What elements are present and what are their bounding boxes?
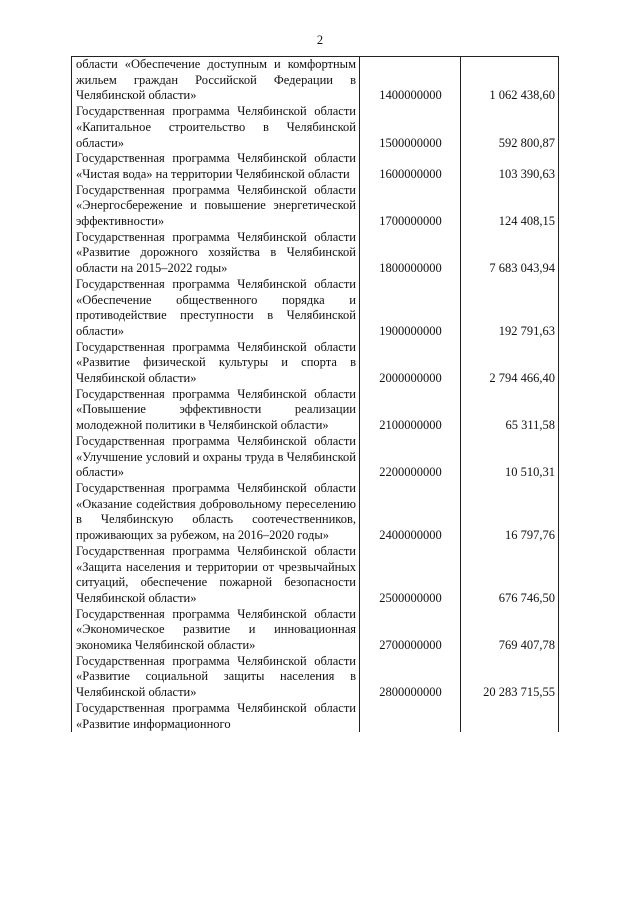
program-name-cell: Государственная программа Челябинской области «Развитие физической культуры и спорта в Челябинской области» (72, 340, 360, 387)
program-code-cell: 2400000000 (360, 481, 461, 544)
program-code-cell: 2100000000 (360, 387, 461, 434)
program-amount-cell: 124 408,15 (461, 183, 559, 230)
table-row (72, 104, 559, 151)
program-amount-cell: 10 510,31 (461, 434, 559, 481)
program-amount-cell: 103 390,63 (461, 151, 559, 182)
program-name-cell: Государственная программа Челябинской области «Оказание содействия добровольному переселению в Челябинскую область соотечественников, проживающих за рубежом, на 2016–2020 годы» (72, 481, 360, 544)
program-amount-cell (461, 701, 559, 732)
program-code-cell: 2000000000 (360, 340, 461, 387)
table-row (72, 654, 559, 701)
table-row (72, 57, 559, 105)
table-row (72, 387, 559, 434)
table-row (72, 340, 559, 387)
program-code-cell: 1900000000 (360, 277, 461, 340)
program-code-cell: 2800000000 (360, 654, 461, 701)
program-code-cell: 1700000000 (360, 183, 461, 230)
table-row (72, 230, 559, 277)
table-row (72, 544, 559, 607)
program-name-cell: Государственная программа Челябинской области «Обеспечение общественного порядка и противодействие преступности в Челябинской области» (72, 277, 360, 340)
program-code-cell: 1600000000 (360, 151, 461, 182)
budget-table (71, 56, 559, 732)
table-row (72, 183, 559, 230)
program-amount-cell: 7 683 043,94 (461, 230, 559, 277)
table-row (72, 151, 559, 182)
program-amount-cell: 65 311,58 (461, 387, 559, 434)
program-name-cell: Государственная программа Челябинской области «Повышение эффективности реализации молодежной политики в Челябинской области» (72, 387, 360, 434)
program-amount-cell: 20 283 715,55 (461, 654, 559, 701)
program-name-cell: Государственная программа Челябинской области «Развитие социальной защиты населения в Челябинской области» (72, 654, 360, 701)
program-code-cell: 2700000000 (360, 607, 461, 654)
program-name-cell: Государственная программа Челябинской области «Чистая вода» на территории Челябинской области (72, 151, 360, 182)
program-code-cell: 1500000000 (360, 104, 461, 151)
program-amount-cell: 16 797,76 (461, 481, 559, 544)
program-code-cell: 2200000000 (360, 434, 461, 481)
program-amount-cell: 2 794 466,40 (461, 340, 559, 387)
program-amount-cell: 769 407,78 (461, 607, 559, 654)
table-row (72, 481, 559, 544)
table-row (72, 434, 559, 481)
program-amount-cell: 592 800,87 (461, 104, 559, 151)
program-name-cell: Государственная программа Челябинской области «Развитие информационного (72, 701, 360, 732)
program-name-cell: Государственная программа Челябинской области «Энергосбережение и повышение энергетической эффективности» (72, 183, 360, 230)
program-name-cell: Государственная программа Челябинской области «Защита населения и территории от чрезвычайных ситуаций, обеспечение пожарной безопасности Челябинской области» (72, 544, 360, 607)
page-number: 2 (316, 33, 324, 47)
program-name-cell: Государственная программа Челябинской области «Улучшение условий и охраны труда в Челябинской области» (72, 434, 360, 481)
program-amount-cell: 1 062 438,60 (461, 57, 559, 105)
program-code-cell (360, 701, 461, 732)
program-code-cell: 1800000000 (360, 230, 461, 277)
table-row (72, 277, 559, 340)
program-code-cell: 2500000000 (360, 544, 461, 607)
program-name-cell: области «Обеспечение доступным и комфортным жильем граждан Российской Федерации в Челябинской области» (72, 57, 360, 105)
table-row (72, 701, 559, 732)
program-name-cell: Государственная программа Челябинской области «Экономическое развитие и инновационная экономика Челябинской области» (72, 607, 360, 654)
program-amount-cell: 676 746,50 (461, 544, 559, 607)
budget-table-body (72, 57, 559, 733)
program-code-cell: 1400000000 (360, 57, 461, 105)
program-name-cell: Государственная программа Челябинской области «Капитальное строительство в Челябинской области» (72, 104, 360, 151)
program-amount-cell: 192 791,63 (461, 277, 559, 340)
program-name-cell: Государственная программа Челябинской области «Развитие дорожного хозяйства в Челябинской области на 2015–2022 годы» (72, 230, 360, 277)
table-row (72, 607, 559, 654)
